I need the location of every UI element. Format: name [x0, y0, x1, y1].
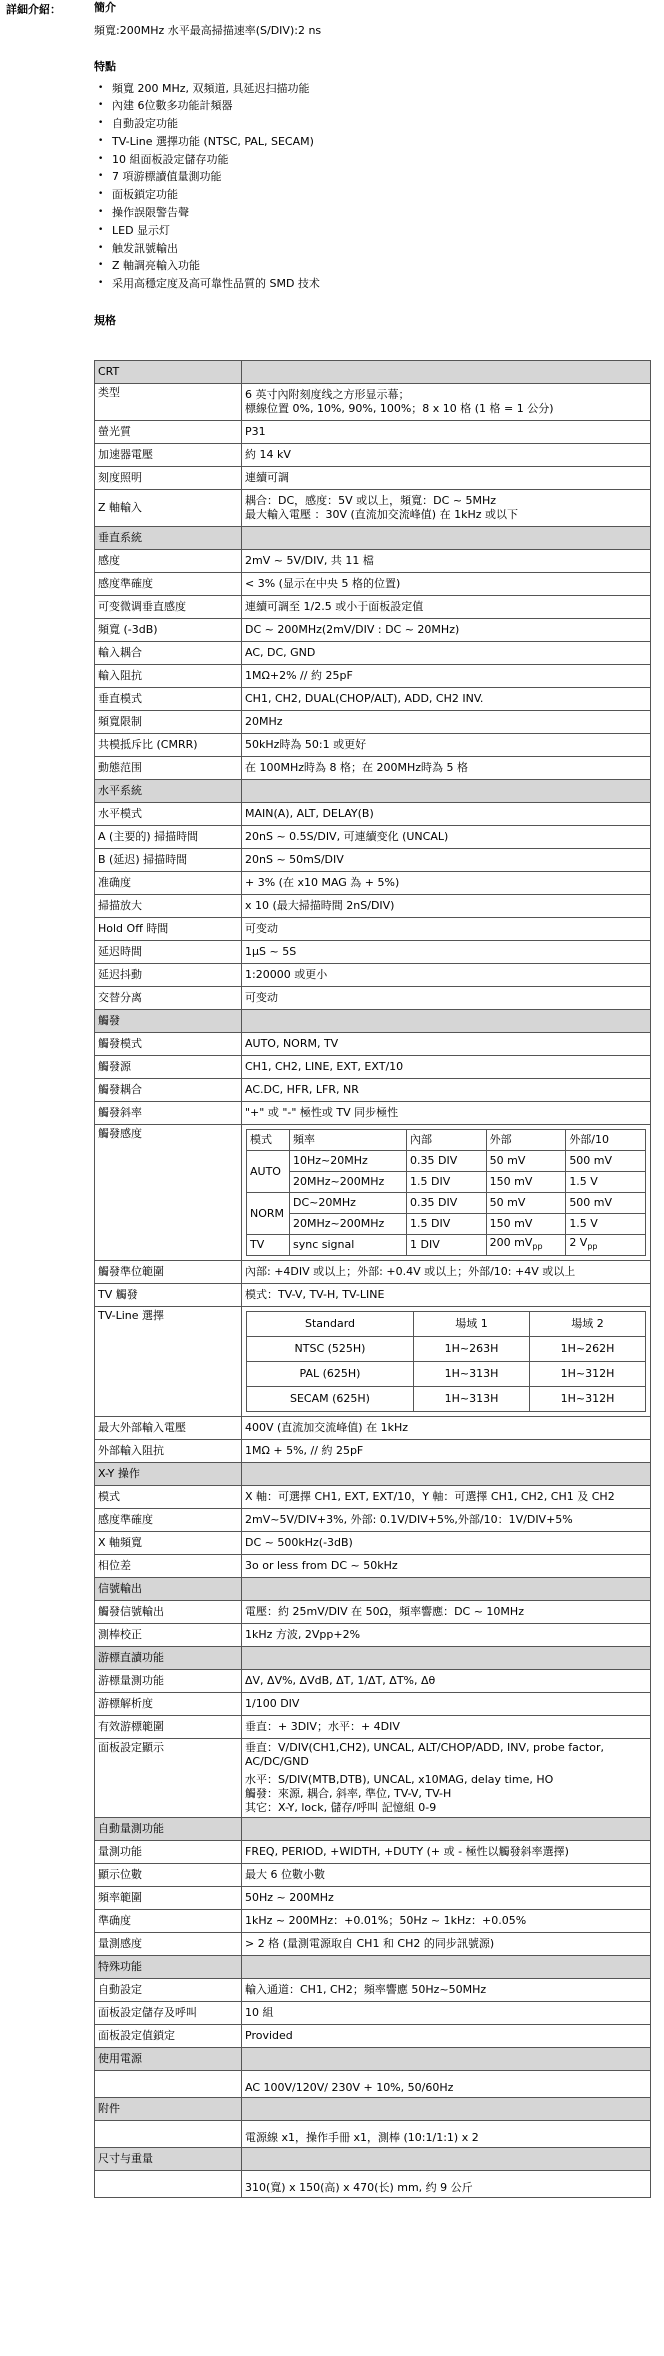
table-row — [95, 1440, 651, 1463]
spec-value: 3o or less from DC ~ 50kHz — [242, 1555, 651, 1578]
table-row — [95, 573, 651, 596]
spec-value: DC ~ 200MHz(2mV/DIV : DC ~ 20MHz) — [242, 619, 651, 642]
spec-label: 准确度 — [95, 872, 242, 895]
spec-label: 游標量測功能 — [95, 1670, 242, 1693]
table-row — [247, 1193, 646, 1214]
spec-value: 電源線 x1，操作手冊 x1，測棒 (10:1/1:1) x 2 — [242, 2121, 651, 2148]
spec-label: TV 觸發 — [95, 1284, 242, 1307]
table-cell: 1.5 DIV — [407, 1172, 487, 1193]
spec-value: DC ~ 500kHz(-3dB) — [242, 1532, 651, 1555]
trigger-sensitivity-table — [246, 1129, 646, 1256]
table-header: 場域 2 — [530, 1312, 646, 1337]
spec-label: 觸發感度 — [95, 1125, 242, 1261]
table-cell — [95, 2121, 242, 2148]
spec-value: 垂直：+ 3DIV；水平：+ 4DIV — [242, 1716, 651, 1739]
table-row — [247, 1312, 646, 1337]
spec-label: 面板設定值鎖定 — [95, 2025, 242, 2048]
table-cell — [242, 780, 651, 803]
spec-label: 延迟時間 — [95, 941, 242, 964]
table-cell: 1.5 V — [566, 1172, 646, 1193]
spec-value-line: 標線位置 0%, 10%, 90%, 100%；8 x 10 格 (1 格 = 1 公分) — [245, 402, 554, 415]
table-cell: 1H~313H — [414, 1387, 530, 1412]
table-cell: 1.5 V — [566, 1214, 646, 1235]
spec-label: 最大外部輸入電壓 — [95, 1417, 242, 1440]
table-row — [95, 550, 651, 573]
spec-value: FREQ, PERIOD, +WIDTH, +DUTY (+ 或 - 極性以觸發斜率選擇) — [242, 1841, 651, 1864]
table-cell: DC~20MHz — [290, 1193, 407, 1214]
table-row — [95, 1818, 651, 1841]
sens-cell — [242, 1125, 651, 1261]
table-row — [95, 895, 651, 918]
spec-label: 掃描放大 — [95, 895, 242, 918]
spec-value — [242, 490, 651, 527]
table-row — [95, 757, 651, 780]
spec-label: 类型 — [95, 384, 242, 421]
table-header: 模式 — [247, 1130, 290, 1151]
spec-value: 50Hz ~ 200MHz — [242, 1887, 651, 1910]
spec-label: 外部輸入阻抗 — [95, 1440, 242, 1463]
table-cell: PAL (625H) — [247, 1362, 414, 1387]
spec-label: 顯示位數 — [95, 1864, 242, 1887]
table-row — [247, 1387, 646, 1412]
spec-value: 1MΩ+2% // 約 25pF — [242, 665, 651, 688]
spec-value: 20nS ~ 50mS/DIV — [242, 849, 651, 872]
table-row — [95, 1056, 651, 1079]
table-row — [95, 1693, 651, 1716]
spec-label: 感度準確度 — [95, 573, 242, 596]
table-row — [95, 1841, 651, 1864]
spec-label: Z 軸輸入 — [95, 490, 242, 527]
table-cell — [242, 1818, 651, 1841]
block: pp — [587, 1242, 598, 1252]
spec-value: AUTO, NORM, TV — [242, 1033, 651, 1056]
table-row — [95, 1956, 651, 1979]
specs-title: 規格 — [94, 314, 116, 328]
table-row — [95, 490, 651, 527]
section-header: 使用電源 — [95, 2048, 242, 2071]
spec-label: 螢光質 — [95, 421, 242, 444]
table-cell: 150 mV — [486, 1172, 566, 1193]
spec-value: 最大 6 位數小數 — [242, 1864, 651, 1887]
spec-value-line: 其它：X-Y, lock, 儲存/呼叫 記憶組 0-9 — [245, 1801, 437, 1815]
spec-label: 水平模式 — [95, 803, 242, 826]
table-cell: 50 mV — [486, 1193, 566, 1214]
list-item: • TV-Line 選擇功能 (NTSC, PAL, SECAM) — [98, 133, 654, 151]
table-row — [95, 1601, 651, 1624]
table-row — [95, 467, 651, 490]
table-row — [95, 803, 651, 826]
spec-label: 游標解析度 — [95, 1693, 242, 1716]
spec-label: 延迟抖動 — [95, 964, 242, 987]
table-row — [95, 1670, 651, 1693]
table-row — [95, 2148, 651, 2171]
spec-value: 400V (直流加交流峰值) 在 1kHz — [242, 1417, 651, 1440]
table-row — [247, 1130, 646, 1151]
spec-value: 10 組 — [242, 2002, 651, 2025]
spec-value: 1μS ~ 5S — [242, 941, 651, 964]
table-row — [95, 849, 651, 872]
table-row — [95, 688, 651, 711]
spec-value — [242, 384, 651, 421]
spec-value: 1:20000 或更小 — [242, 964, 651, 987]
table-row — [95, 1887, 651, 1910]
spec-label: 頻寬限制 — [95, 711, 242, 734]
spec-label: 自動設定 — [95, 1979, 242, 2002]
table-cell — [242, 1463, 651, 1486]
section-header: 尺寸与重量 — [95, 2148, 242, 2171]
spec-label: 共模抵斥比 (CMRR) — [95, 734, 242, 757]
table-row — [247, 1172, 646, 1193]
spec-label: 刻度照明 — [95, 467, 242, 490]
list-item: • 操作誤限警告聲 — [98, 204, 654, 222]
table-cell — [242, 1010, 651, 1033]
spec-value: 2mV ~ 5V/DIV, 共 11 檔 — [242, 550, 651, 573]
table-row — [95, 1716, 651, 1739]
section-header: 附件 — [95, 2098, 242, 2121]
table-row — [95, 2048, 651, 2071]
table-cell: 1.5 DIV — [407, 1214, 487, 1235]
spec-label: X 軸頻寬 — [95, 1532, 242, 1555]
table-cell: 500 mV — [566, 1193, 646, 1214]
table-row — [95, 1010, 651, 1033]
spec-value: AC, DC, GND — [242, 642, 651, 665]
spec-value: 連續可調 — [242, 467, 651, 490]
table-row — [95, 711, 651, 734]
table-row — [95, 1125, 651, 1261]
table-row — [95, 2171, 651, 2198]
table-header: 外部 — [486, 1130, 566, 1151]
table-row — [95, 1509, 651, 1532]
table-row — [95, 941, 651, 964]
table-cell — [242, 1647, 651, 1670]
spec-value: 可变动 — [242, 987, 651, 1010]
table-row — [95, 918, 651, 941]
table-cell: sync signal — [290, 1235, 407, 1256]
spec-label: 感度準確度 — [95, 1509, 242, 1532]
table-cell: 1H~312H — [530, 1362, 646, 1387]
spec-label: 可变微调垂直感度 — [95, 596, 242, 619]
spec-value: 電壓：約 25mV/DIV 在 50Ω，頻率響應：DC ~ 10MHz — [242, 1601, 651, 1624]
section-header: 特殊功能 — [95, 1956, 242, 1979]
table-row — [247, 1151, 646, 1172]
table-header: 頻率 — [290, 1130, 407, 1151]
tvline-table — [246, 1311, 646, 1412]
table-row — [95, 1739, 651, 1818]
table-row — [95, 1079, 651, 1102]
spec-value: 2mV~5V/DIV+3%, 外部: 0.1V/DIV+5%,外部/10：1V/DIV+5% — [242, 1509, 651, 1532]
table-cell: 0.35 DIV — [407, 1193, 487, 1214]
table-header: 場域 1 — [414, 1312, 530, 1337]
table-row — [95, 1284, 651, 1307]
spec-value: ΔV, ΔV%, ΔVdB, ΔT, 1/ΔT, ΔT%, Δθ — [242, 1670, 651, 1693]
list-item: • LED 显示灯 — [98, 222, 654, 240]
block: 200 mV — [489, 1236, 533, 1249]
table-cell: SECAM (625H) — [247, 1387, 414, 1412]
table-header: Standard — [247, 1312, 414, 1337]
table-cell — [95, 2171, 242, 2198]
list-item: • 頻寬 200 MHz, 双頻道, 具延迟扫描功能 — [98, 80, 654, 98]
spec-value: 在 100MHz時為 8 格；在 200MHz時為 5 格 — [242, 757, 651, 780]
spec-label: 頻寬 (-3dB) — [95, 619, 242, 642]
spec-value-line: 水平：S/DIV(MTB,DTB), UNCAL, x10MAG, delay time, HO — [245, 1773, 554, 1787]
spec-value: "+" 或 "-" 極性或 TV 同步極性 — [242, 1102, 651, 1125]
table-cell: 150 mV — [486, 1214, 566, 1235]
spec-value: 1/100 DIV — [242, 1693, 651, 1716]
table-row — [95, 964, 651, 987]
spec-value-line: 最大輸入電壓 ：30V (直流加交流峰值) 在 1kHz 或以下 — [245, 508, 519, 521]
spec-value: CH1, CH2, DUAL(CHOP/ALT), ADD, CH2 INV. — [242, 688, 651, 711]
table-row — [247, 1214, 646, 1235]
spec-label: 準确度 — [95, 1910, 242, 1933]
table-cell — [242, 1956, 651, 1979]
table-row — [95, 1307, 651, 1417]
spec-value: 20MHz — [242, 711, 651, 734]
table-row — [95, 2025, 651, 2048]
table-cell — [242, 2148, 651, 2171]
spec-value: + 3% (在 x10 MAG 為 + 5%) — [242, 872, 651, 895]
spec-label: 交替分离 — [95, 987, 242, 1010]
table-row — [95, 1486, 651, 1509]
tvline-cell — [242, 1307, 651, 1417]
spec-value: 約 14 kV — [242, 444, 651, 467]
table-row — [95, 826, 651, 849]
spec-value: 50kHz時為 50:1 或更好 — [242, 734, 651, 757]
spec-label: 觸發源 — [95, 1056, 242, 1079]
table-cell: 10Hz~20MHz — [290, 1151, 407, 1172]
spec-label: 面板設定儲存及呼叫 — [95, 2002, 242, 2025]
table-cell: NTSC (525H) — [247, 1337, 414, 1362]
summary-title: 簡介 — [94, 1, 116, 14]
mode-cell: AUTO — [247, 1151, 290, 1193]
spec-value: CH1, CH2, LINE, EXT, EXT/10 — [242, 1056, 651, 1079]
table-row — [95, 1624, 651, 1647]
table-cell — [95, 2071, 242, 2098]
spec-value: X 軸：可選擇 CH1, EXT, EXT/10，Y 軸：可選擇 CH1, CH2, CH1 及 CH2 — [242, 1486, 651, 1509]
table-row — [95, 872, 651, 895]
spec-label: 加速器電壓 — [95, 444, 242, 467]
spec-label: 量測功能 — [95, 1841, 242, 1864]
spec-label: 有效游標範圍 — [95, 1716, 242, 1739]
table-row — [95, 665, 651, 688]
spec-label: A (主要的) 掃描時間 — [95, 826, 242, 849]
table-cell: 1H~263H — [414, 1337, 530, 1362]
mode-cell: NORM — [247, 1193, 290, 1235]
table-row — [95, 619, 651, 642]
list-item: • 內建 6位數多功能計頻器 — [98, 97, 654, 115]
spec-value: 可变动 — [242, 918, 651, 941]
table-row — [95, 1261, 651, 1284]
list-item: • 10 組面板設定儲存功能 — [98, 151, 654, 169]
detail-label: 詳細介紹： — [6, 3, 61, 16]
table-cell — [242, 527, 651, 550]
list-item: • 自動設定功能 — [98, 115, 654, 133]
table-cell: 0.35 DIV — [407, 1151, 487, 1172]
table-row — [95, 2002, 651, 2025]
table-row — [95, 1463, 651, 1486]
table-header: 內部 — [407, 1130, 487, 1151]
table-row — [95, 421, 651, 444]
table-row — [95, 1102, 651, 1125]
spec-value: 輸入通道：CH1, CH2；頻率響應 50Hz~50MHz — [242, 1979, 651, 2002]
table-header: 外部/10 — [566, 1130, 646, 1151]
spec-label: 垂直模式 — [95, 688, 242, 711]
table-cell: 20MHz~200MHz — [290, 1214, 407, 1235]
table-row — [95, 596, 651, 619]
section-header: 自動量測功能 — [95, 1818, 242, 1841]
table-row — [95, 1555, 651, 1578]
table-row — [95, 2098, 651, 2121]
spec-value-line: 垂直：V/DIV(CH1,CH2), UNCAL, ALT/CHOP/ADD, INV, probe factor, AC/DC/GND — [245, 1741, 604, 1769]
table-row — [95, 987, 651, 1010]
section-header: 游標直讀功能 — [95, 1647, 242, 1670]
spec-value: 1kHz 方波, 2Vpp+2% — [242, 1624, 651, 1647]
table-row — [95, 1933, 651, 1956]
spec-label: 動態范围 — [95, 757, 242, 780]
specs-table — [94, 360, 651, 2198]
table-row — [95, 1647, 651, 1670]
spec-label: 觸發斜率 — [95, 1102, 242, 1125]
spec-label: 觸發信號輸出 — [95, 1601, 242, 1624]
table-row — [95, 1532, 651, 1555]
section-header: CRT — [95, 361, 242, 384]
spec-value: 模式：TV-V, TV-H, TV-LINE — [242, 1284, 651, 1307]
spec-label: Hold Off 時間 — [95, 918, 242, 941]
spec-label: B (延迟) 掃描時間 — [95, 849, 242, 872]
table-row — [95, 2121, 651, 2148]
spec-value: 連續可調至 1/2.5 或小于面板設定值 — [242, 596, 651, 619]
table-row — [95, 1417, 651, 1440]
table-row — [95, 1979, 651, 2002]
spec-value: MAIN(A), ALT, DELAY(B) — [242, 803, 651, 826]
spec-value: 310(寬) x 150(高) x 470(长) mm, 约 9 公斤 — [242, 2171, 651, 2198]
spec-value-line: 觸發：來源, 耦合, 斜率, 準位, TV-V, TV-H — [245, 1787, 452, 1801]
table-row — [247, 1337, 646, 1362]
table-cell — [242, 2048, 651, 2071]
spec-label: 頻率範圍 — [95, 1887, 242, 1910]
table-row — [95, 642, 651, 665]
spec-value: AC 100V/120V/ 230V + 10%, 50/60Hz — [242, 2071, 651, 2098]
list-item: • 触发訊號輸出 — [98, 240, 654, 258]
spec-label: 輸入耦合 — [95, 642, 242, 665]
table-row — [95, 1033, 651, 1056]
mode-cell: TV — [247, 1235, 290, 1256]
spec-label: 模式 — [95, 1486, 242, 1509]
table-row — [95, 1910, 651, 1933]
block: 2 V — [569, 1236, 588, 1249]
table-cell: 500 mV — [566, 1151, 646, 1172]
section-header: 觸發 — [95, 1010, 242, 1033]
table-cell — [566, 1235, 646, 1256]
table-row — [95, 444, 651, 467]
section-header: X-Y 操作 — [95, 1463, 242, 1486]
spec-value: 內部: +4DIV 或以上；外部: +0.4V 或以上；外部/10: +4V 或以上 — [242, 1261, 651, 1284]
spec-value-line: 6 英寸內附刻度线之方形显示幕； — [245, 388, 410, 401]
table-row — [95, 734, 651, 757]
table-row — [95, 384, 651, 421]
features-list — [94, 80, 654, 294]
spec-label: 測棒校正 — [95, 1624, 242, 1647]
list-item: • 7 項游標讀值量測功能 — [98, 168, 654, 186]
table-cell — [486, 1235, 566, 1256]
spec-value: 1MΩ + 5%, // 約 25pF — [242, 1440, 651, 1463]
spec-value: < 3% (显示在中央 5 格的位置) — [242, 573, 651, 596]
spec-label: 觸發耦合 — [95, 1079, 242, 1102]
section-header: 水平系統 — [95, 780, 242, 803]
table-row — [95, 2071, 651, 2098]
table-row — [247, 1362, 646, 1387]
spec-value: P31 — [242, 421, 651, 444]
spec-label: 面板設定顯示 — [95, 1739, 242, 1818]
spec-value: 20nS ~ 0.5S/DIV, 可連續变化 (UNCAL) — [242, 826, 651, 849]
features-title: 特點 — [94, 60, 116, 73]
table-row — [95, 1578, 651, 1601]
table-cell: 50 mV — [486, 1151, 566, 1172]
table-cell: 1 DIV — [407, 1235, 487, 1256]
block: pp — [532, 1242, 543, 1252]
table-cell — [242, 1578, 651, 1601]
spec-value: 1kHz ~ 200MHz：+0.01%；50Hz ~ 1kHz：+0.05% — [242, 1910, 651, 1933]
spec-label: 感度 — [95, 550, 242, 573]
spec-value: Provided — [242, 2025, 651, 2048]
table-row — [95, 361, 651, 384]
list-item: • 采用高穩定度及高可靠性品質的 SMD 技术 — [98, 275, 654, 293]
spec-label: 相位差 — [95, 1555, 242, 1578]
spec-label: 觸發模式 — [95, 1033, 242, 1056]
spec-label: 輸入阻抗 — [95, 665, 242, 688]
spec-label: 量測感度 — [95, 1933, 242, 1956]
table-cell: 1H~312H — [530, 1387, 646, 1412]
table-cell — [242, 2098, 651, 2121]
spec-value: > 2 格 (量測電源取自 CH1 和 CH2 的同步訊號源) — [242, 1933, 651, 1956]
content — [94, 0, 654, 2195]
table-row — [95, 780, 651, 803]
list-item: • 面板鎖定功能 — [98, 186, 654, 204]
spec-label: TV-Line 選擇 — [95, 1307, 242, 1417]
section-header: 信號輸出 — [95, 1578, 242, 1601]
section-header: 垂直系統 — [95, 527, 242, 550]
spec-label: 觸發準位範圍 — [95, 1261, 242, 1284]
list-item: • Z 軸調亮輸入功能 — [98, 257, 654, 275]
table-cell: 1H~313H — [414, 1362, 530, 1387]
summary-text: 頻寬:200MHz 水平最高掃描速率(S/DIV):2 ns — [94, 23, 322, 37]
table-row — [95, 527, 651, 550]
spec-value-line: 耦合：DC，感度：5V 或以上，頻寬：DC ~ 5MHz — [245, 494, 497, 507]
table-cell: 20MHz~200MHz — [290, 1172, 407, 1193]
spec-value: x 10 (最大掃描時間 2nS/DIV) — [242, 895, 651, 918]
table-row — [95, 1864, 651, 1887]
table-cell: 1H~262H — [530, 1337, 646, 1362]
spec-value — [242, 1739, 651, 1818]
table-row — [247, 1235, 646, 1256]
table-cell — [242, 361, 651, 384]
spec-value: AC.DC, HFR, LFR, NR — [242, 1079, 651, 1102]
